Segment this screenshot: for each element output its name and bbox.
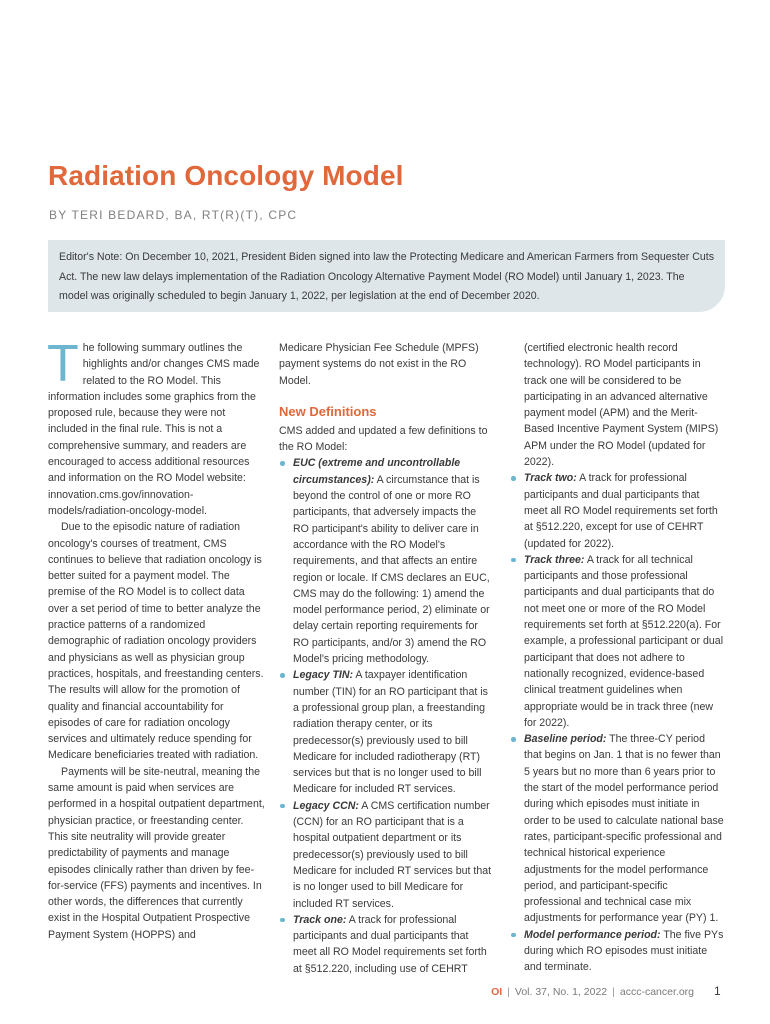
definitions-list xyxy=(279,455,493,977)
definition-text: A track for professional participants and dual participants that meet all RO Model requirements set forth at §512.220, including use of CEHRT xyxy=(293,913,487,975)
list-item xyxy=(510,927,724,976)
list-item xyxy=(279,667,493,797)
footer-separator: | xyxy=(507,986,510,998)
list-item xyxy=(510,470,724,551)
section-heading-new-definitions: New Definitions xyxy=(279,403,377,419)
intro-paragraph xyxy=(47,335,266,519)
definition-term: EUC (extreme and uncontrollable circumstances): xyxy=(293,457,461,486)
paragraph-site-neutral: Payments will be site-neutral, meaning the same amount is paid when services are performed in a hospital outpatient department, physician practice, or freestanding center. This site neutrality will provide greater predictability of payments and manage episodes clinically rather than driven by fee-for-service (FFS) payments and incentives. In other words, the differences that currently exist in the Hospital Outpatient Prospective Payment System (HOPPS) and xyxy=(48,765,265,941)
column-2 xyxy=(279,340,493,977)
byline: BY TERI BEDARD, BA, RT(R)(T), CPC xyxy=(49,208,298,222)
definition-text: A track for professional participants and dual participants that meet all RO Model requirements set forth at §512.220, except for use of CEHRT (updated for 2022). xyxy=(524,472,718,550)
list-item xyxy=(510,552,724,731)
definition-text: A taxpayer identification number (TIN) for an RO participant that is a professional group plan, a freestanding radiation therapy center, or its predecessor(s) previously used to bill Medicare for included radiotherapy (RT) services but that is no longer used to bill Medicare for included RT services. xyxy=(293,669,488,796)
drop-cap: T xyxy=(47,335,79,393)
column-3 xyxy=(510,340,724,976)
definition-term: Track two: xyxy=(524,472,577,485)
definition-term: Model performance period: xyxy=(524,928,661,941)
page-footer xyxy=(491,986,694,998)
definition-term: Legacy CCN: xyxy=(293,799,359,812)
continued-definition-text: (certified electronic health record technology). RO Model participants in track one will be considered to be participating in an advanced alternative payment model (APM) and the Merit-Based Incentive Payment System (MIPS) APM under the RO Model (updated for 2022). xyxy=(524,342,719,469)
definition-text: The three-CY period that begins on Jan. 1 that is no fewer than 5 years but no more than 6 years prior to the start of the model performance period during which episodes must initiate in order to be used to calculate national base rates, participant-specific professional and technical historical experience adjustments for the model performance period, and participant-specific professional and technical case mix adjustments for performance year (PY) 1. xyxy=(524,733,724,925)
column-1 xyxy=(47,335,266,943)
journal-abbrev: OI xyxy=(491,986,503,998)
list-item xyxy=(279,455,493,667)
definition-text: A circumstance that is beyond the control of one or more RO participants, that adversely impacts the RO participant's ability to deliver care in accordance with the RO Model's requirements, and that affects an entire region or locale. If CMS declares an EUC, CMS may do the following: 1) amend the model performance period, 2) eliminate or delay certain reporting requirements for RO participants, and/or 3) amend the RO Model's pricing methodology. xyxy=(293,473,490,666)
footer-separator: | xyxy=(612,986,615,998)
intro-text: he following summary outlines the highlights and/or changes CMS made related to the RO Model. This information includes some graphics from the proposed rule, because they were not included in the final rule. This is not a comprehensive summary, and readers are encouraged to access additional resources and information on the RO Model website: innovation.cms.gov/innovation-models/radiation-oncology-model. xyxy=(48,342,260,517)
definition-term: Track three: xyxy=(524,553,585,566)
definition-text: The five PYs during which RO episodes must initiate and terminate. xyxy=(524,928,724,974)
list-item xyxy=(279,912,493,977)
paragraph-episodic: Due to the episodic nature of radiation oncology's courses of treatment, CMS continues to believe that radiation oncology is better suited for a payment model. The premise of the RO Model is to collect data over a set period of time to better analyze the practice patterns of a randomized demographic of radiation oncology providers and physicians as well as physician group practices, hospitals, and freestanding centers. The results will allow for the promotion of quality and financial accountability for episodes of care for radiation oncology services and ultimately reduce spending for Medicare beneficiaries treated with radiation. xyxy=(48,521,264,762)
journal-site-link[interactable]: accc-cancer.org xyxy=(619,986,694,998)
definition-text: A CMS certification number (CCN) for an RO participant that is a hospital outpatient department or its predecessor(s) previously used to bill Medicare for included RT services but that is no longer used to bill Medicare for included RT services. xyxy=(293,799,492,910)
list-item xyxy=(510,731,724,927)
definition-term: Baseline period: xyxy=(524,733,607,746)
editors-note: Editor's Note: On December 10, 2021, President Biden signed into law the Protecting Medicare and American Farmers from Sequester Cuts Act. The new law delays implementation of the Radiation Oncology Alternative Payment Model (RO Model) until January 1, 2023. The model was originally scheduled to begin January 1, 2022, per legislation at the end of December 2020. xyxy=(48,240,725,312)
definition-text: A track for all technical participants and those professional participants and dual participants that do not meet one or more of the RO Model requirements set forth at §512.220(a). For example, a professional participant or dual participant that does not adhere to nationally recognized, evidence-based clinical treatment guidelines when appropriate would be in track three (new for 2022). xyxy=(524,553,724,729)
list-item xyxy=(279,798,493,912)
definition-term: Legacy TIN: xyxy=(293,669,354,682)
article-title: Radiation Oncology Model xyxy=(48,160,404,191)
page-number: 1 xyxy=(714,984,721,998)
definition-term: Track one: xyxy=(293,913,347,926)
journal-volume: Vol. 37, No. 1, 2022 xyxy=(514,986,608,998)
paragraph-mpfs: Medicare Physician Fee Schedule (MPFS) payment systems do not exist in the RO Model. xyxy=(279,342,479,387)
definitions-intro: CMS added and updated a few definitions to the RO Model: xyxy=(279,424,488,454)
definitions-list-continued xyxy=(510,470,724,975)
